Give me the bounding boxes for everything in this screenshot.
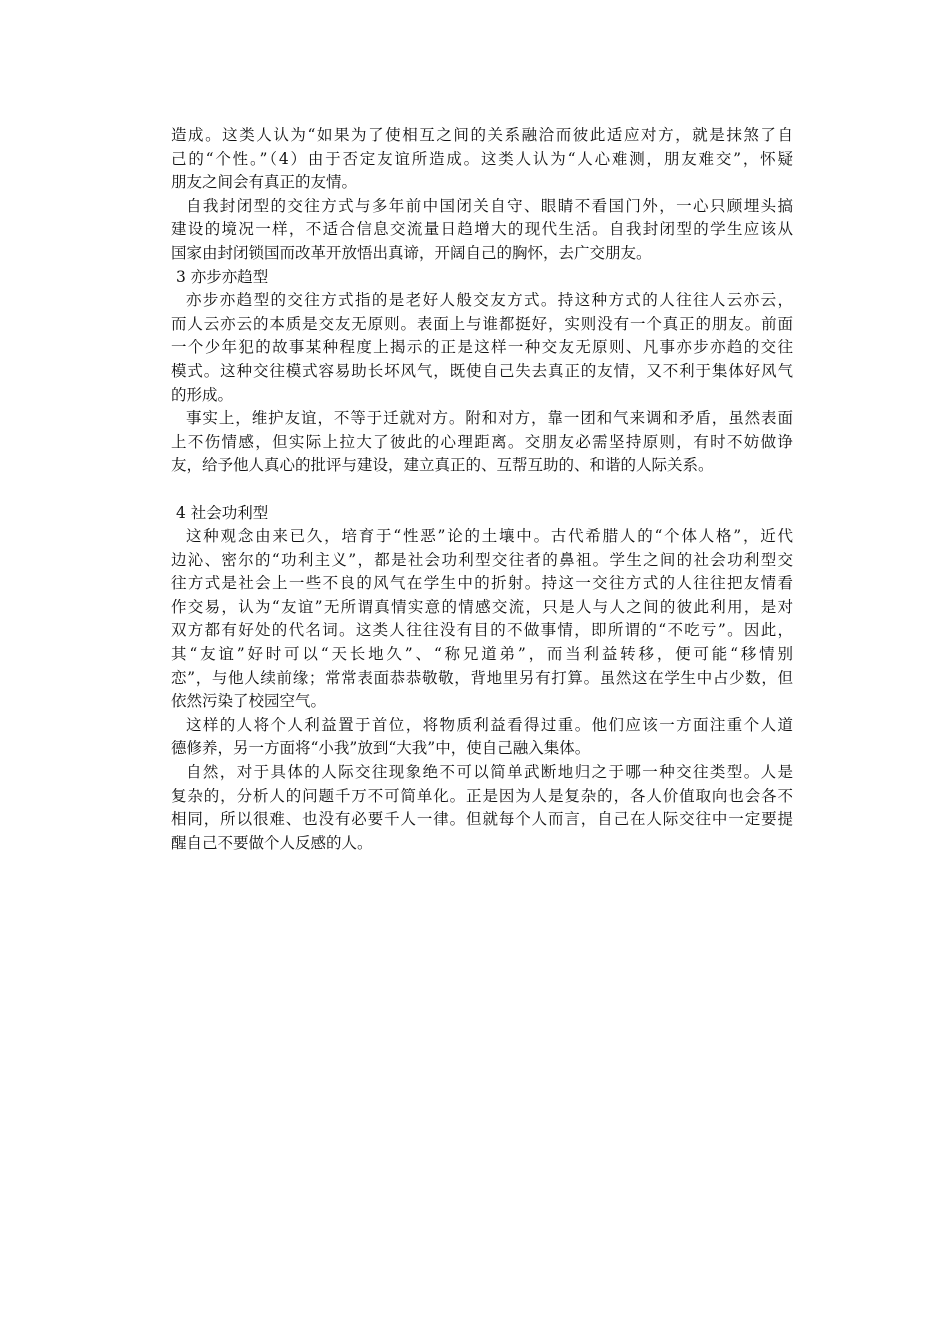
- text-line: 朋友之间会有真正的友情。: [171, 173, 358, 192]
- text-line: 作交易，认为“友谊”无所谓真情实意的情感交流，只是人与人之间的彼此利用，是对: [171, 597, 793, 616]
- paragraph: [171, 124, 793, 195]
- paragraph: [171, 289, 793, 407]
- text-line: 友，给予他人真心的批评与建设，建立真正的、互帮互助的、和谐的人际关系。: [171, 456, 714, 475]
- paragraph-spacer: [171, 478, 793, 502]
- text-line: 边沁、密尔的“功利主义”，都是社会功利型交往者的鼻祖。学生之间的社会功利型交: [171, 550, 793, 569]
- text-line: 而人云亦云的本质是交友无原则。表面上与谁都挺好，实则没有一个真正的朋友。前面: [171, 314, 793, 333]
- text-line: 建设的境况一样，不适合信息交流量日趋增大的现代生活。自我封闭型的学生应该从: [171, 220, 793, 239]
- text-line: 自我封闭型的交往方式与多年前中国闭关自守、眼睛不看国门外，一心只顾埋头搞: [186, 196, 793, 215]
- document-page: [171, 124, 793, 855]
- text-line: 国家由封闭锁国而改革开放悟出真谛，开阔自己的胸怀，去广交朋友。: [171, 243, 652, 262]
- text-line: 的形成。: [171, 385, 234, 404]
- text-line: 上不伤情感，但实际上拉大了彼此的心理距离。交朋友必需坚持原则，有时不妨做诤: [171, 432, 793, 451]
- text-line: 自然，对于具体的人际交往现象绝不可以简单武断地归之于哪一种交往类型。人是: [186, 763, 793, 782]
- text-line: 一个少年犯的故事某种程度上揭示的正是这样一种交友无原则、凡事亦步亦趋的交往: [171, 338, 793, 357]
- text-line: 相同，所以很难、也没有必要千人一律。但就每个人而言，自己在人际交往中一定要提: [171, 810, 793, 829]
- text-line: 醒自己不要做个人反感的人。: [171, 833, 373, 852]
- text-line: 模式。这种交往模式容易助长坏风气，既使自己失去真正的友情，又不利于集体好风气: [171, 361, 793, 380]
- text-line: 其“友谊”好时可以“天长地久”、“称兄道弟”，而当利益转移，便可能“移情别: [171, 645, 793, 664]
- section-heading: 3 亦步亦趋型: [176, 267, 269, 286]
- text-line: 这样的人将个人利益置于首位，将物质利益看得过重。他们应该一方面注重个人道: [186, 715, 793, 734]
- text-line: 往方式是社会上一些不良的风气在学生中的折射。持这一交往方式的人往往把友情看: [171, 574, 793, 593]
- text-line: 双方都有好处的代名词。这类人往往没有目的不做事情，即所谓的“不吃亏”。因此，: [171, 621, 793, 640]
- text-line: 造成。这类人认为“如果为了使相互之间的关系融洽而彼此适应对方，就是抹煞了自: [171, 126, 793, 144]
- text-line: 复杂的，分析人的问题千万不可简单化。正是因为人是复杂的，各人价值取向也会各不: [171, 786, 793, 805]
- paragraph: [171, 195, 793, 266]
- text-line: 己的“个性。”（4）由于否定友谊所造成。这类人认为“人心难测，朋友难交”，怀疑: [171, 149, 793, 168]
- text-line: 恋”，与他人续前缘；常常表面恭恭敬敬，背地里另有打算。虽然这在学生中占少数，但: [171, 668, 793, 687]
- text-line: 德修养，另一方面将“小我”放到“大我”中，使自己融入集体。: [171, 739, 591, 758]
- text-line: 这种观念由来已久，培育于“性恶”论的土壤中。古代希腊人的“个体人格”，近代: [186, 527, 793, 546]
- paragraph: [171, 525, 793, 714]
- text-line: 事实上，维护友谊，不等于迁就对方。附和对方，靠一团和气来调和矛盾，虽然表面: [186, 409, 793, 428]
- paragraph: [171, 714, 793, 761]
- text-line: 依然污染了校园空气。: [171, 692, 327, 711]
- paragraph: [171, 761, 793, 855]
- section-heading: 4 社会功利型: [176, 503, 269, 522]
- text-line: 亦步亦趋型的交往方式指的是老好人般交友方式。持这种方式的人往往人云亦云，: [186, 291, 793, 310]
- paragraph: [171, 407, 793, 478]
